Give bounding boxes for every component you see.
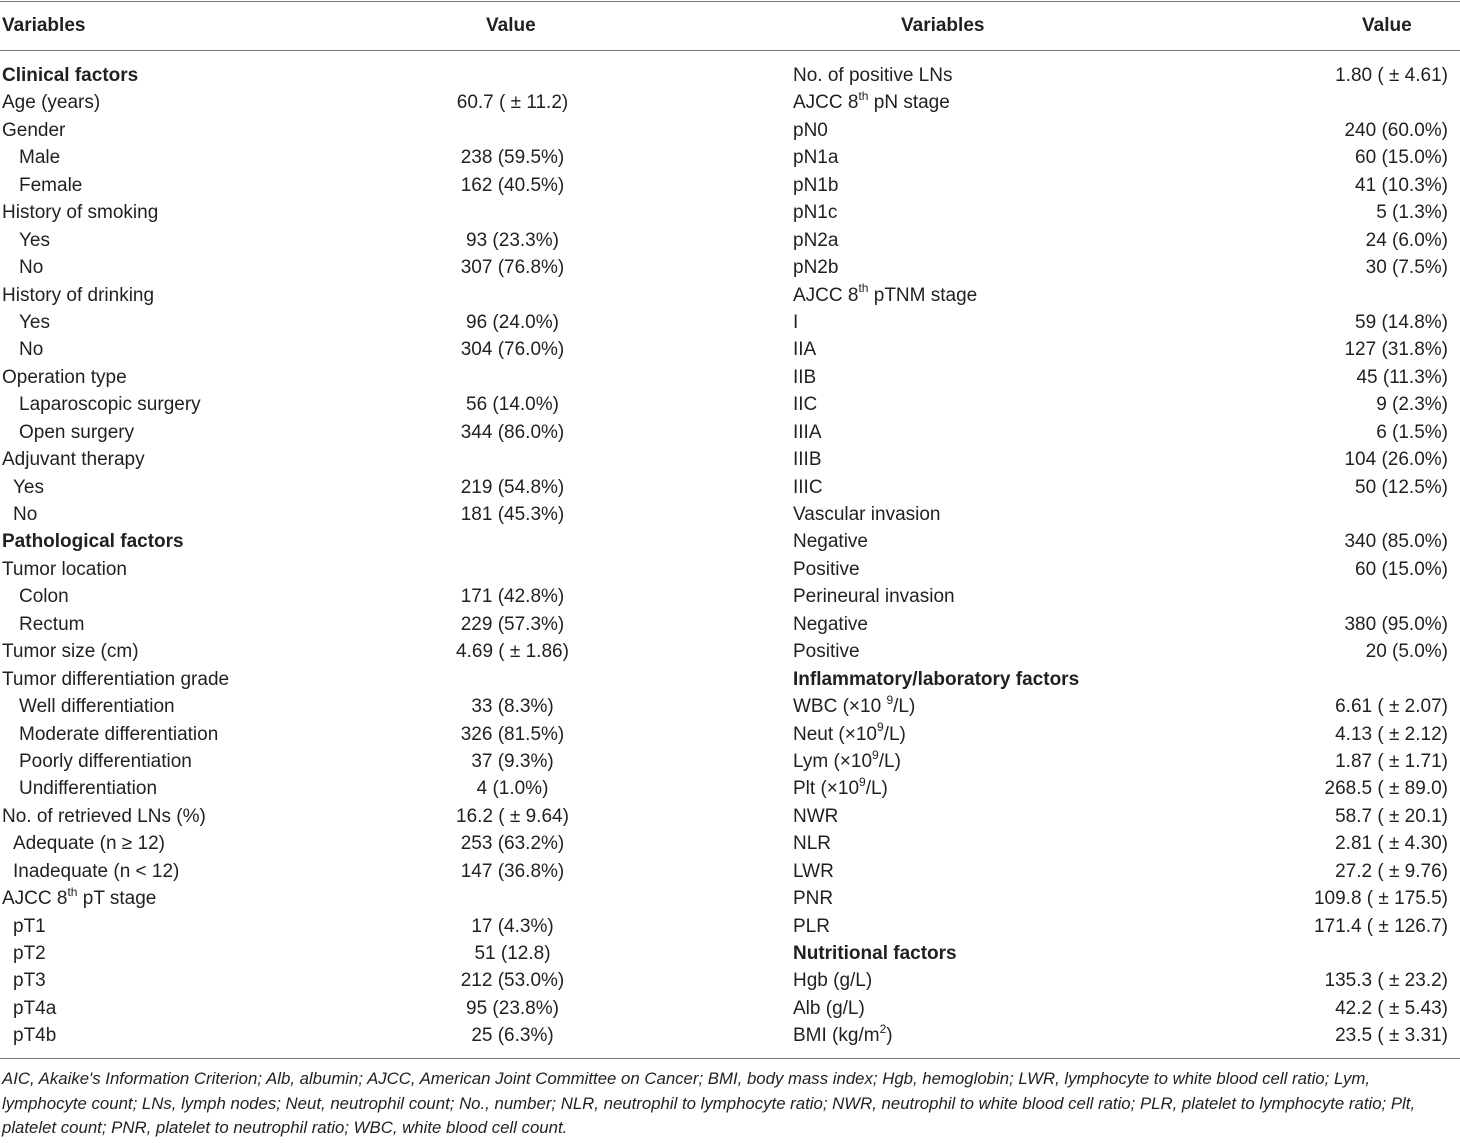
value-cell: 219 (54.8%)	[460, 476, 565, 498]
value-cell: 2.81 ( ± 4.30)	[1335, 833, 1448, 855]
variable-label: Age (years)	[2, 92, 101, 114]
table-row	[0, 803, 760, 830]
table-row	[0, 144, 760, 171]
value-cell: 304 (76.0%)	[460, 339, 565, 361]
value-cell: 33 (8.3%)	[471, 696, 554, 718]
variable-label	[793, 89, 950, 116]
variable-label: NWR	[793, 805, 839, 827]
variable-label: Moderate differentiation	[19, 723, 219, 745]
value-cell: 60 (15.0%)	[1355, 558, 1448, 580]
section-heading: Clinical factors	[2, 65, 139, 86]
table-row	[0, 391, 760, 418]
variable-label: Vascular invasion	[793, 504, 941, 525]
label-text: WBC (×10	[793, 696, 887, 718]
table-row	[0, 913, 760, 940]
value-cell: 135.3 ( ± 23.2)	[1324, 970, 1448, 992]
variable-label: pN1c	[793, 202, 838, 224]
table-row	[760, 227, 1460, 254]
label-text: pT stage	[77, 888, 157, 910]
variable-label: Colon	[19, 586, 69, 608]
header-value-left: Value	[486, 15, 536, 36]
table-row	[0, 227, 760, 254]
variable-label: Poorly differentiation	[19, 750, 192, 772]
header-variables-right: Variables	[901, 15, 985, 36]
variable-label	[793, 748, 901, 775]
value-cell: 4.69 ( ± 1.86)	[456, 641, 569, 663]
table-row	[760, 775, 1460, 802]
table-row	[760, 89, 1460, 116]
value-cell: 171.4 ( ± 126.7)	[1313, 915, 1448, 937]
section-heading: Pathological factors	[2, 531, 184, 553]
variable-label: Positive	[793, 641, 860, 663]
variable-label: Negative	[793, 613, 868, 635]
label-text: /L)	[878, 750, 901, 772]
table-row	[760, 199, 1460, 226]
variable-label: Laparoscopic surgery	[19, 394, 201, 416]
table-row	[0, 89, 760, 116]
value-cell: 253 (63.2%)	[460, 833, 565, 855]
table-row	[760, 501, 1460, 528]
table-row	[760, 474, 1460, 501]
variable-label: Inadequate (n < 12)	[13, 860, 180, 882]
value-cell: 181 (45.3%)	[460, 504, 565, 525]
variable-label	[793, 282, 977, 309]
variable-label	[2, 885, 156, 912]
value-cell: 380 (95.0%)	[1344, 613, 1448, 635]
table-row	[760, 693, 1460, 720]
variable-label: pT3	[13, 970, 46, 992]
section-heading-row	[760, 940, 1460, 967]
table-footnote: AIC, Akaike's Information Criterion; Alb, albumin; AJCC, American Joint Committee on Cancer; BMI, body mass index; Hgb, hemoglobin; LWR, lymphocyte to white blood cell ratio; Lym, lymphocyte count; LNs, lymph nodes; Neut, neutrophil count; No., number; NLR, neutrophil to lymphocyte ratio; NWR, neutrophil to white blood cell ratio; PLR, platelet to lymphocyte ratio; Plt, platelet count; PNR, platelet to neutrophil ratio; WBC, white blood cell count.	[2, 1069, 1416, 1137]
table-row	[0, 995, 760, 1022]
table-row	[760, 583, 1460, 610]
label-superscript: 9	[876, 720, 884, 735]
value-cell: 6 (1.5%)	[1376, 421, 1448, 443]
variable-label: No. of retrieved LNs (%)	[2, 805, 206, 827]
label-superscript: 9	[886, 692, 894, 707]
label-superscript: th	[67, 884, 78, 899]
value-cell: 340 (85.0%)	[1344, 531, 1448, 553]
table-row	[760, 446, 1460, 473]
value-cell: 60 (15.0%)	[1355, 147, 1448, 169]
label-text: AJCC 8	[793, 284, 859, 306]
label-superscript: th	[858, 89, 869, 104]
label-text: /L)	[865, 778, 888, 800]
value-cell: 162 (40.5%)	[460, 174, 565, 196]
table-row	[0, 748, 760, 775]
table-row	[760, 611, 1460, 638]
label-superscript: 2	[879, 1021, 887, 1036]
value-cell: 5 (1.3%)	[1376, 202, 1448, 224]
value-cell: 60.7 ( ± 11.2)	[456, 92, 569, 114]
variable-label	[793, 721, 906, 748]
value-cell: 1.80 ( ± 4.61)	[1335, 65, 1448, 86]
table-row	[760, 391, 1460, 418]
value-cell: 42.2 ( ± 5.43)	[1335, 997, 1448, 1019]
table-row	[760, 1022, 1460, 1049]
table-row	[0, 172, 760, 199]
table-row	[760, 803, 1460, 830]
table-row	[760, 638, 1460, 665]
value-cell: 41 (10.3%)	[1355, 174, 1448, 196]
table-row	[0, 446, 760, 473]
variable-label: pN2a	[793, 229, 839, 251]
table-row	[760, 117, 1460, 144]
variable-label: IIIC	[793, 476, 823, 498]
table-row	[760, 748, 1460, 775]
variable-label: Tumor location	[2, 558, 127, 580]
value-cell: 104 (26.0%)	[1344, 449, 1448, 471]
value-cell: 20 (5.0%)	[1365, 641, 1448, 663]
variable-label: Yes	[19, 311, 50, 333]
table-row	[0, 940, 760, 967]
variable-label: Yes	[19, 229, 50, 251]
value-cell: 171 (42.8%)	[460, 586, 565, 608]
table-row	[0, 117, 760, 144]
section-heading-row	[0, 528, 760, 555]
value-cell: 50 (12.5%)	[1355, 476, 1448, 498]
header-variables-left: Variables	[2, 15, 86, 36]
table-row	[0, 309, 760, 336]
variable-label: I	[793, 311, 799, 333]
section-heading-row	[0, 62, 760, 89]
variable-label: No	[19, 339, 44, 361]
variable-label: PNR	[793, 888, 834, 910]
variable-label: Rectum	[19, 613, 85, 635]
table-row	[0, 583, 760, 610]
value-cell: 147 (36.8%)	[460, 860, 565, 882]
variable-label: History of smoking	[2, 202, 159, 224]
table-row	[0, 474, 760, 501]
table-row	[760, 254, 1460, 281]
value-cell: 268.5 ( ± 89.0)	[1324, 778, 1448, 800]
variable-label: No	[13, 504, 38, 525]
value-cell: 9 (2.3%)	[1376, 394, 1448, 416]
table-row	[0, 364, 760, 391]
variable-label: pN1b	[793, 174, 839, 196]
table-row	[0, 1022, 760, 1049]
variable-label: pT2	[13, 943, 46, 964]
variable-label: Adequate (n ≥ 12)	[13, 833, 165, 855]
value-cell: 238 (59.5%)	[460, 147, 565, 169]
label-text: AJCC 8	[2, 888, 68, 910]
table-row	[0, 282, 760, 309]
variable-label: pN0	[793, 119, 828, 141]
variable-label: IIB	[793, 366, 817, 388]
variable-label: Male	[19, 147, 61, 169]
variable-label: Female	[19, 174, 83, 196]
label-text: BMI (kg/m	[793, 1025, 880, 1047]
table-row	[0, 885, 760, 912]
value-cell: 30 (7.5%)	[1365, 257, 1448, 279]
variable-label: Alb (g/L)	[793, 997, 865, 1019]
label-superscript: 9	[859, 775, 866, 790]
value-cell: 16.2 ( ± 9.64)	[456, 805, 569, 827]
table-row	[760, 62, 1460, 89]
value-cell: 212 (53.0%)	[460, 970, 565, 992]
variable-label: Negative	[793, 531, 868, 553]
table-row	[760, 913, 1460, 940]
label-text: Plt (×10	[793, 778, 860, 800]
table-row	[760, 528, 1460, 555]
variable-label: PLR	[793, 915, 830, 937]
right-table-column	[760, 62, 1460, 1050]
table-row	[0, 556, 760, 583]
value-cell: 344 (86.0%)	[460, 421, 565, 443]
table-row	[0, 336, 760, 363]
variable-label: Well differentiation	[19, 696, 175, 718]
table-row	[0, 775, 760, 802]
variable-label: Tumor size (cm)	[2, 641, 139, 663]
variable-label: NLR	[793, 833, 832, 855]
section-heading: Inflammatory/laboratory factors	[793, 668, 1080, 690]
variable-label: Operation type	[2, 366, 127, 388]
variable-label: Perineural invasion	[793, 586, 955, 608]
table-row	[760, 419, 1460, 446]
variable-label	[793, 1022, 893, 1049]
table-row	[0, 666, 760, 693]
variable-label: IIIB	[793, 449, 822, 471]
top-rule	[0, 1, 1460, 2]
value-cell: 25 (6.3%)	[471, 1025, 554, 1047]
variable-label: pT1	[13, 915, 46, 937]
value-cell: 51 (12.8)	[474, 943, 551, 964]
table-row	[760, 885, 1460, 912]
table-row	[760, 556, 1460, 583]
value-cell: 93 (23.3%)	[466, 229, 559, 251]
table-row	[0, 830, 760, 857]
variable-label: Gender	[2, 119, 66, 141]
variable-label: IIIA	[793, 421, 822, 443]
value-cell: 240 (60.0%)	[1344, 119, 1448, 141]
variable-label: Yes	[13, 476, 44, 498]
value-cell: 59 (14.8%)	[1355, 311, 1448, 333]
table-row	[760, 721, 1460, 748]
variable-label: IIC	[793, 394, 818, 416]
value-cell: 17 (4.3%)	[471, 915, 554, 937]
label-text: /L)	[883, 723, 906, 745]
value-cell: 95 (23.8%)	[466, 997, 559, 1019]
value-cell: 96 (24.0%)	[466, 311, 559, 333]
variable-label: pN2b	[793, 257, 839, 279]
variable-label: LWR	[793, 860, 834, 882]
value-cell: 4.13 ( ± 2.12)	[1335, 723, 1448, 745]
value-cell: 6.61 ( ± 2.07)	[1335, 696, 1448, 718]
variable-label: pN1a	[793, 147, 839, 169]
value-cell: 45 (11.3%)	[1356, 366, 1448, 388]
header-value-right: Value	[1362, 15, 1412, 36]
label-text: Lym (×10	[793, 750, 873, 772]
table-row	[0, 254, 760, 281]
value-cell: 23.5 ( ± 3.31)	[1335, 1025, 1448, 1047]
label-text: /L)	[893, 696, 916, 718]
header-rule	[0, 50, 1460, 51]
variable-label: pT4a	[13, 997, 57, 1019]
table-row	[0, 501, 760, 528]
table-row	[0, 693, 760, 720]
label-text: AJCC 8	[793, 92, 859, 114]
variable-label: History of drinking	[2, 284, 155, 306]
value-cell: 27.2 ( ± 9.76)	[1335, 860, 1448, 882]
table-row	[760, 364, 1460, 391]
table-row	[0, 611, 760, 638]
value-cell: 58.7 ( ± 20.1)	[1335, 805, 1448, 827]
section-heading-row	[760, 666, 1460, 693]
variable-label: Adjuvant therapy	[2, 449, 145, 471]
table-row	[760, 309, 1460, 336]
table-row	[760, 282, 1460, 309]
table-row	[0, 858, 760, 885]
table-row	[760, 172, 1460, 199]
value-cell: 24 (6.0%)	[1365, 229, 1448, 251]
variable-label: pT4b	[13, 1025, 57, 1047]
label-superscript: 9	[872, 747, 879, 762]
table-row	[0, 638, 760, 665]
table-row	[0, 199, 760, 226]
value-cell: 229 (57.3%)	[460, 613, 565, 635]
value-cell: 1.87 ( ± 1.71)	[1335, 750, 1448, 772]
table-row	[0, 419, 760, 446]
variable-label: No. of positive LNs	[793, 65, 953, 86]
table-row	[760, 336, 1460, 363]
value-cell: 37 (9.3%)	[471, 750, 554, 772]
section-heading: Nutritional factors	[793, 943, 957, 964]
variable-label: Hgb (g/L)	[793, 970, 873, 992]
table-row	[0, 721, 760, 748]
variable-label: Undifferentiation	[19, 778, 158, 800]
label-text: pTNM stage	[868, 284, 978, 306]
variable-label: IIA	[793, 339, 817, 361]
variable-label: Open surgery	[19, 421, 135, 443]
value-cell: 4 (1.0%)	[476, 778, 549, 800]
variable-label: No	[19, 257, 44, 279]
value-cell: 127 (31.8%)	[1344, 339, 1448, 361]
label-text: pN stage	[868, 92, 950, 114]
left-table-column	[0, 62, 760, 1050]
bottom-rule	[0, 1058, 1460, 1059]
value-cell: 109.8 ( ± 175.5)	[1313, 888, 1448, 910]
table-row	[760, 830, 1460, 857]
label-text: )	[886, 1025, 893, 1047]
variable-label	[793, 775, 888, 802]
value-cell: 307 (76.8%)	[460, 257, 565, 279]
variable-label: Tumor differentiation grade	[2, 668, 230, 690]
label-superscript: th	[858, 281, 869, 296]
table-row	[760, 144, 1460, 171]
table-row	[0, 967, 760, 994]
variable-label: Positive	[793, 558, 860, 580]
variable-label	[793, 693, 915, 720]
value-cell: 56 (14.0%)	[466, 394, 559, 416]
value-cell: 326 (81.5%)	[460, 723, 565, 745]
table-row	[760, 995, 1460, 1022]
table-row	[760, 967, 1460, 994]
table-row	[760, 858, 1460, 885]
label-text: Neut (×10	[793, 723, 877, 745]
